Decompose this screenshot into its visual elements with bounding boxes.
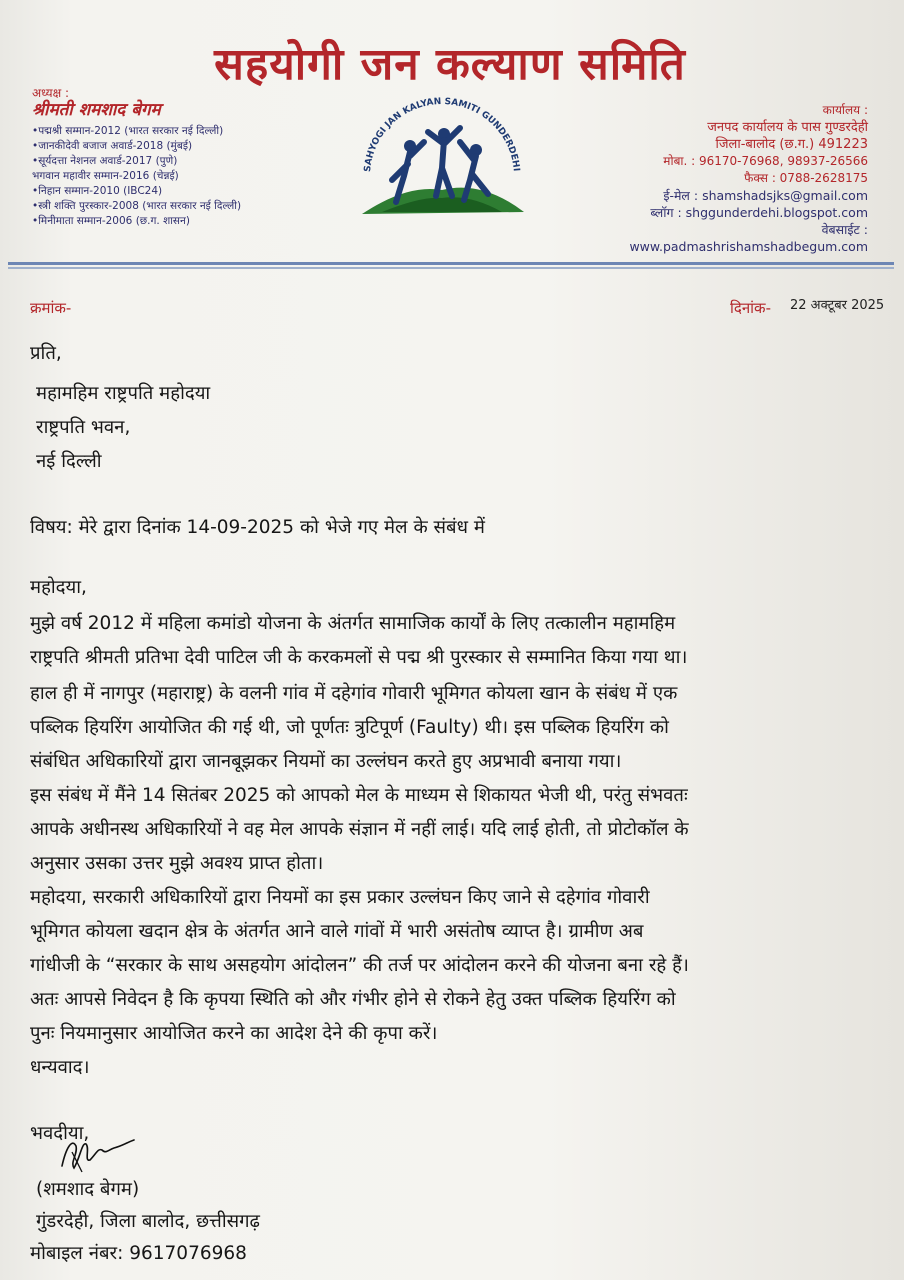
body-line: गांधीजी के “सरकार के साथ असहयोग आंदोलन” की तर्ज पर आंदोलन करने की योजना बना रहे हैं। (30, 955, 689, 976)
body-line: हाल ही में नागपुर (महाराष्ट्र) के वलनी गांव में दहेगांव गोवारी भूमिगत कोयला खान के संबंध में एक (30, 683, 678, 704)
president-role: अध्यक्ष : (32, 86, 70, 100)
body-line: पुनः नियमानुसार आयोजित करने का आदेश देने की कृपा करें। (30, 1023, 438, 1044)
body-line: पब्लिक हियरिंग आयोजित की गई थी, जो पूर्णतः त्रुटिपूर्ण (Faulty) थी। इस पब्लिक हियरिंग को (30, 717, 669, 738)
body-line: मुझे वर्ष 2012 में महिला कमांडो योजना के अंतर्गत सामाजिक कार्यों के लिए तत्कालीन महामहिम (30, 613, 676, 634)
body-line: अनुसार उसका उत्तर मुझे अवश्य प्राप्त होता। (30, 853, 324, 874)
handwritten-signature (52, 1128, 142, 1178)
header-divider (8, 262, 894, 265)
header-divider-thin (8, 267, 894, 269)
date-value: 22 अक्टूबर 2025 (790, 298, 885, 313)
award-item: •मिनीमाता सम्मान-2006 (छ.ग. शासन) (32, 215, 190, 227)
address-line: राष्ट्रपति भवन, (36, 417, 131, 438)
office-label: कार्यालय : (822, 103, 868, 117)
office-district-line: जिला-बालोद (छ.ग.) 491223 (715, 137, 868, 152)
address-line: प्रति, (30, 343, 62, 364)
reference-label: क्रमांक- (30, 299, 72, 317)
organization-logo (352, 84, 532, 224)
address-line: महामहिम राष्ट्रपति महोदया (36, 383, 211, 404)
body-line: महोदया, सरकारी अधिकारियों द्वारा नियमों का इस प्रकार उल्लंघन किए जाने से दहेगांव गोवारी (30, 887, 650, 908)
body-line: संबंधित अधिकारियों द्वारा जानबूझकर नियमों का उल्लंघन करते हुए अप्रभावी बनाया गया। (30, 751, 622, 772)
org-title: सहयोगी जन कल्याण समिति (214, 39, 686, 90)
office-blog: ब्लॉग : shggunderdehi.blogspot.com (650, 205, 868, 220)
office-fax: फैक्स : 0788-2628175 (744, 171, 868, 185)
signer-name: (शमशाद बेगम) (36, 1179, 140, 1200)
signer-place: गुंडरदेही, जिला बालोद, छत्तीसगढ़ (36, 1211, 260, 1232)
body-line: भूमिगत कोयला खदान क्षेत्र के अंतर्गत आने वाले गांवों में भारी असंतोष व्याप्त है। ग्रामीण अब (30, 921, 644, 942)
office-address-line: जनपद कार्यालय के पास गुण्डरदेही (707, 120, 868, 135)
award-item: •जानकीदेवी बजाज अवार्ड-2018 (मुंबई) (32, 140, 193, 152)
body-line: धन्यवाद। (30, 1057, 90, 1078)
body-line: इस संबंध में मैंने 14 सितंबर 2025 को आपको मेल के माध्यम से शिकायत भेजी थी, परंतु संभवतः (30, 785, 688, 806)
date-label: दिनांक- (730, 299, 771, 317)
signer-mobile: मोबाइल नंबर: 9617076968 (30, 1243, 247, 1264)
body-line: आपके अधीनस्थ अधिकारियों ने वह मेल आपके संज्ञान में नहीं लाई। यदि लाई होती, तो प्रोटोकॉल के (30, 819, 689, 840)
subject-line: विषय: मेरे द्वारा दिनांक 14-09-2025 को भेजे गए मेल के संबंध में (30, 517, 485, 538)
logo-arc-text: SAHYOGI JAN KALYAN SAMITI GUNDERDEHI (363, 96, 521, 173)
body-line: अतः आपसे निवेदन है कि कृपया स्थिति को और गंभीर होने से रोकने हेतु उक्त पब्लिक हियरिंग को (30, 989, 676, 1010)
salutation: महोदया, (30, 577, 87, 598)
award-item: •सूर्यदत्ता नेशनल अवार्ड-2017 (पुणे) (32, 155, 178, 167)
president-block (32, 86, 332, 229)
body-line: राष्ट्रपति श्रीमती प्रतिभा देवी पाटिल जी के करकमलों से पद्म श्री पुरस्कार से सम्मानित किया गया था। (30, 647, 688, 668)
award-item: •स्त्री शक्ति पुरस्कार-2008 (भारत सरकार नई दिल्ली) (32, 200, 242, 212)
award-item: •निहान सम्मान-2010 (IBC24) (32, 185, 163, 197)
office-contact-block (588, 102, 868, 255)
address-line: नई दिल्ली (36, 451, 102, 472)
president-name: श्रीमती शमशाद बेगम (32, 100, 161, 120)
closing: भवदीया, (30, 1123, 90, 1144)
office-website: वेबसाईट : www.padmashrishamshadbegum.com (629, 222, 868, 254)
award-item: भगवान महावीर सम्मान-2016 (चेन्नई) (32, 170, 179, 182)
office-mobile: मोबा. : 96170-76968, 98937-26566 (663, 154, 868, 168)
award-item: •पद्मश्री सम्मान-2012 (भारत सरकार नई दिल्ली) (32, 125, 224, 137)
office-email: ई-मेल : shamshadsjks@gmail.com (663, 188, 868, 203)
